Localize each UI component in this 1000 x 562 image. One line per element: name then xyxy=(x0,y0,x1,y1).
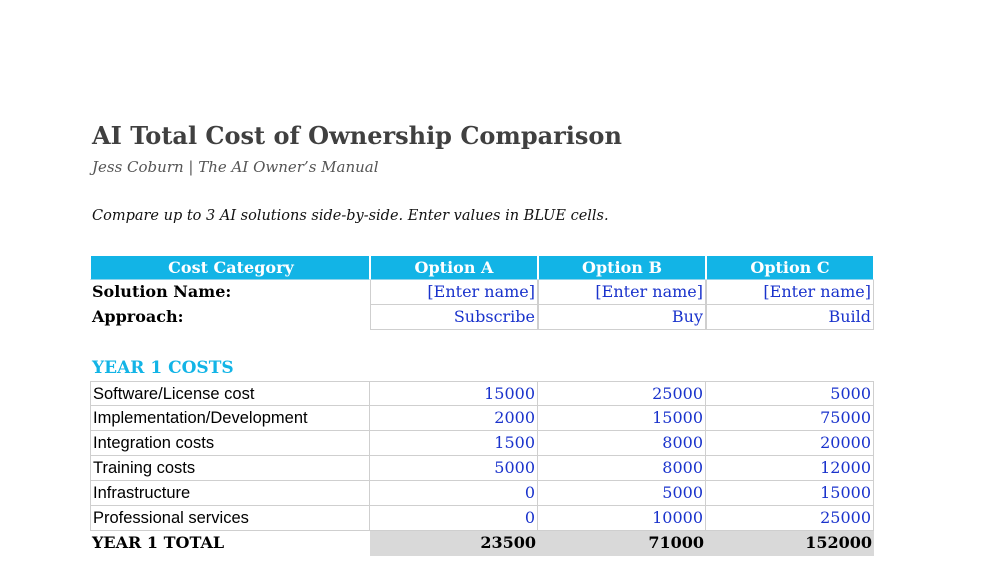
cost-option-c[interactable]: 15000 xyxy=(706,481,874,506)
year1-total-row xyxy=(90,531,874,556)
table-row xyxy=(90,481,874,506)
approach-label[interactable]: Approach: xyxy=(92,307,184,326)
table-header-row xyxy=(90,255,874,280)
cost-option-c[interactable]: 75000 xyxy=(706,406,874,431)
header-option-b[interactable]: Option B xyxy=(538,255,706,280)
year1-total-option-a[interactable]: 23500 xyxy=(370,531,538,556)
cost-option-b[interactable]: 15000 xyxy=(538,406,706,431)
page-title: AI Total Cost of Ownership Comparison xyxy=(92,121,622,150)
table-row xyxy=(90,456,874,481)
solution-name-label[interactable]: Solution Name: xyxy=(92,282,232,301)
approach-option-a[interactable]: Subscribe xyxy=(370,305,538,330)
table-row xyxy=(90,406,874,431)
year1-total-label[interactable]: YEAR 1 TOTAL xyxy=(92,533,225,552)
cost-option-b[interactable]: 5000 xyxy=(538,481,706,506)
cost-option-c[interactable]: 12000 xyxy=(706,456,874,481)
cost-option-a[interactable]: 0 xyxy=(370,481,538,506)
cost-label[interactable]: Implementation/Development xyxy=(90,406,370,431)
solution-name-option-a[interactable]: [Enter name] xyxy=(370,280,538,305)
cost-option-a[interactable]: 2000 xyxy=(370,406,538,431)
header-option-a[interactable]: Option A xyxy=(370,255,538,280)
cost-option-a[interactable]: 15000 xyxy=(370,381,538,406)
cost-option-a[interactable]: 0 xyxy=(370,506,538,531)
section-spacer xyxy=(90,330,874,356)
header-option-c[interactable]: Option C xyxy=(706,255,874,280)
year1-section-title[interactable]: YEAR 1 COSTS xyxy=(92,358,234,378)
cost-label[interactable]: Professional services xyxy=(90,506,370,531)
solution-name-option-b[interactable]: [Enter name] xyxy=(538,280,706,305)
table-row xyxy=(90,506,874,531)
cost-option-c[interactable]: 20000 xyxy=(706,431,874,456)
cost-option-b[interactable]: 8000 xyxy=(538,456,706,481)
solution-name-row xyxy=(90,280,874,305)
cost-option-c[interactable]: 5000 xyxy=(706,381,874,406)
cost-label[interactable]: Training costs xyxy=(90,456,370,481)
year1-total-option-c[interactable]: 152000 xyxy=(706,531,874,556)
table-row xyxy=(90,381,874,406)
page-subtitle: Jess Coburn | The AI Owner’s Manual xyxy=(92,158,379,176)
approach-option-b[interactable]: Buy xyxy=(538,305,706,330)
tco-comparison-table xyxy=(90,255,874,556)
cost-option-a[interactable]: 1500 xyxy=(370,431,538,456)
approach-option-c[interactable]: Build xyxy=(706,305,874,330)
cost-option-b[interactable]: 8000 xyxy=(538,431,706,456)
header-cost-category[interactable]: Cost Category xyxy=(90,255,370,280)
solution-name-option-c[interactable]: [Enter name] xyxy=(706,280,874,305)
approach-row xyxy=(90,305,874,330)
cost-option-b[interactable]: 25000 xyxy=(538,381,706,406)
cost-label[interactable]: Integration costs xyxy=(90,431,370,456)
cost-label[interactable]: Software/License cost xyxy=(90,381,370,406)
year1-total-option-b[interactable]: 71000 xyxy=(538,531,706,556)
cost-option-c[interactable]: 25000 xyxy=(706,506,874,531)
cost-option-a[interactable]: 5000 xyxy=(370,456,538,481)
cost-label[interactable]: Infrastructure xyxy=(90,481,370,506)
cost-option-b[interactable]: 10000 xyxy=(538,506,706,531)
instructions-text: Compare up to 3 AI solutions side-by-side. Enter values in BLUE cells. xyxy=(92,208,609,224)
table-row xyxy=(90,431,874,456)
